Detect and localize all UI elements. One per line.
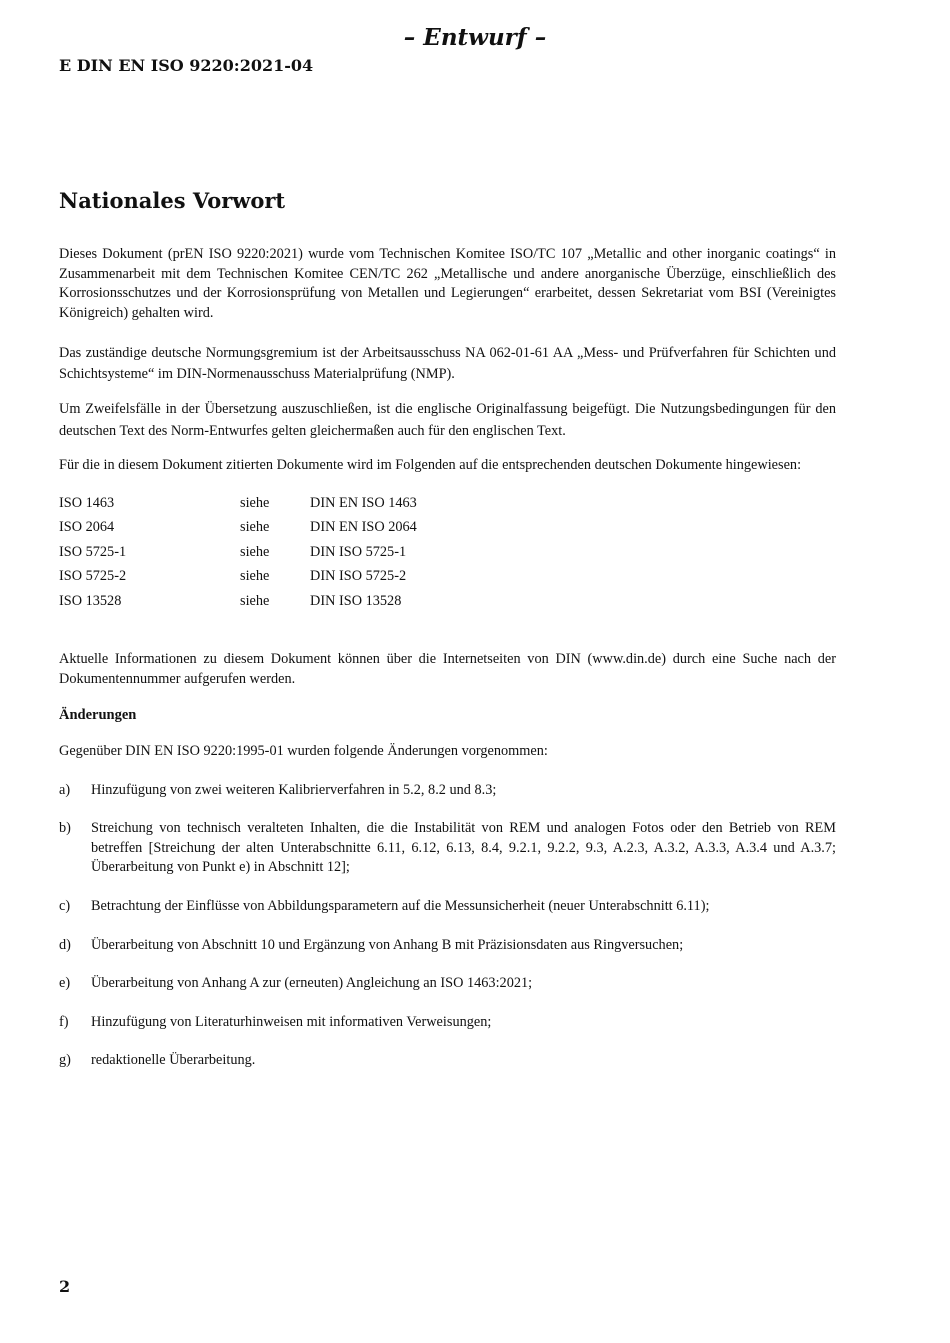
iso-reference: ISO 2064: [59, 519, 115, 536]
see-label: siehe: [240, 519, 270, 536]
paragraph-online-info: Aktuelle Informationen zu diesem Dokument können über die Internetseiten von DIN (www.din.de) durch eine Suche nach der Dokumentennummer aufgerufen werden.: [59, 650, 836, 687]
list-item: [59, 781, 836, 801]
list-item: [59, 897, 836, 917]
changes-intro: Gegenüber DIN EN ISO 9220:1995-01 wurden folgende Änderungen vorgenommen:: [59, 743, 548, 760]
list-marker: a): [59, 781, 71, 798]
list-item-text: Hinzufügung von Literaturhinweisen mit informativen Verweisungen;: [91, 1013, 492, 1030]
document-id: E DIN EN ISO 9220:2021-04: [59, 56, 314, 75]
section-title: Nationales Vorwort: [59, 188, 286, 213]
din-reference: DIN EN ISO 2064: [310, 519, 417, 536]
list-item: [59, 819, 836, 878]
see-label: siehe: [240, 568, 270, 585]
list-item: [59, 974, 836, 994]
see-label: siehe: [240, 494, 270, 511]
iso-reference: ISO 1463: [59, 494, 115, 511]
iso-reference: ISO 5725-1: [59, 543, 127, 560]
paragraph-translation: Um Zweifelsfälle in der Übersetzung auszuschließen, ist die englische Originalfassung beigefügt. Die Nutzungsbedingungen für den deutschen Text des Norm-Entwurfes gelten gleichermaßen auch für den englischen Text.: [59, 401, 836, 439]
see-label: siehe: [240, 592, 270, 609]
table-row: [59, 495, 417, 519]
iso-reference: ISO 5725-2: [59, 568, 127, 585]
changes-heading: Änderungen: [59, 707, 137, 724]
see-label: siehe: [240, 543, 270, 560]
table-row: [59, 593, 417, 617]
draft-label: – Entwurf –: [403, 24, 547, 51]
table-row: [59, 544, 417, 568]
list-marker: g): [59, 1052, 71, 1069]
din-reference: DIN ISO 5725-2: [310, 568, 407, 585]
paragraph-committee: Dieses Dokument (prEN ISO 9220:2021) wurde vom Technischen Komitee ISO/TC 107 „Metallic and other inorganic coatings“ in Zusammenarbeit mit dem Technischen Komitee CEN/TC 262 „Metallische und andere anorganische Überzüge, einschließlich des Korrosionsschutzes und der Korrosionsprüfung von Metallen und Legierungen“ erarbeitet, dessen Sekretariat vom BSI (Vereinigtes Königreich) gehalten wird.: [59, 246, 836, 321]
list-item-text: Hinzufügung von zwei weiteren Kalibrierverfahren in 5.2, 8.2 und 8.3;: [91, 781, 497, 798]
din-reference: DIN ISO 5725-1: [310, 543, 407, 560]
table-row: [59, 568, 417, 592]
table-row: [59, 519, 417, 543]
list-item: [59, 1051, 836, 1071]
list-marker: e): [59, 975, 71, 992]
list-item-text: Überarbeitung von Abschnitt 10 und Ergänzung von Anhang B mit Präzisionsdaten aus Ringversuchen;: [91, 936, 684, 953]
paragraph-references-intro: Für die in diesem Dokument zitierten Dokumente wird im Folgenden auf die entsprechenden deutschen Dokumente hingewiesen:: [59, 457, 802, 474]
iso-reference: ISO 13528: [59, 592, 122, 609]
reference-table: [59, 495, 417, 617]
din-reference: DIN ISO 13528: [310, 592, 402, 609]
list-marker: d): [59, 936, 71, 953]
changes-list: [59, 781, 836, 1071]
list-item-text: Betrachtung der Einflüsse von Abbildungsparametern auf die Messunsicherheit (neuer Unterabschnitt 6.11);: [91, 898, 710, 915]
list-marker: f): [59, 1013, 69, 1030]
list-marker: c): [59, 898, 71, 915]
list-marker: b): [59, 820, 71, 837]
main-content: [59, 188, 836, 1090]
din-reference: DIN EN ISO 1463: [310, 494, 417, 511]
list-item-text: redaktionelle Überarbeitung.: [91, 1052, 256, 1069]
list-item-text: Streichung von technisch veralteten Inhalten, die die Instabilität von REM und analogen Fotos oder den Betrieb von REM betreffen [Streichung der alten Unterabschnitte 6.11, 6.12, 6.13, 8.4, 9.2.1, 9.2.2, 9.3, A.2.3, A.3.2, A.3.3, A.3.4 und A.3.7; Überarbeitung von Punkt e) in Abschnitt 12];: [91, 820, 836, 876]
paragraph-national-committee: Das zuständige deutsche Normungsgremium ist der Arbeitsausschuss NA 062-01-61 AA „Mess- und Prüfverfahren für Schichten und Schichtsysteme“ im DIN-Normenausschuss Materialprüfung (NMP).: [59, 345, 836, 382]
page-number: 2: [59, 1277, 71, 1296]
list-item-text: Überarbeitung von Anhang A zur (erneuten) Angleichung an ISO 1463:2021;: [91, 975, 533, 992]
list-item: [59, 1013, 836, 1033]
list-item: [59, 936, 836, 956]
